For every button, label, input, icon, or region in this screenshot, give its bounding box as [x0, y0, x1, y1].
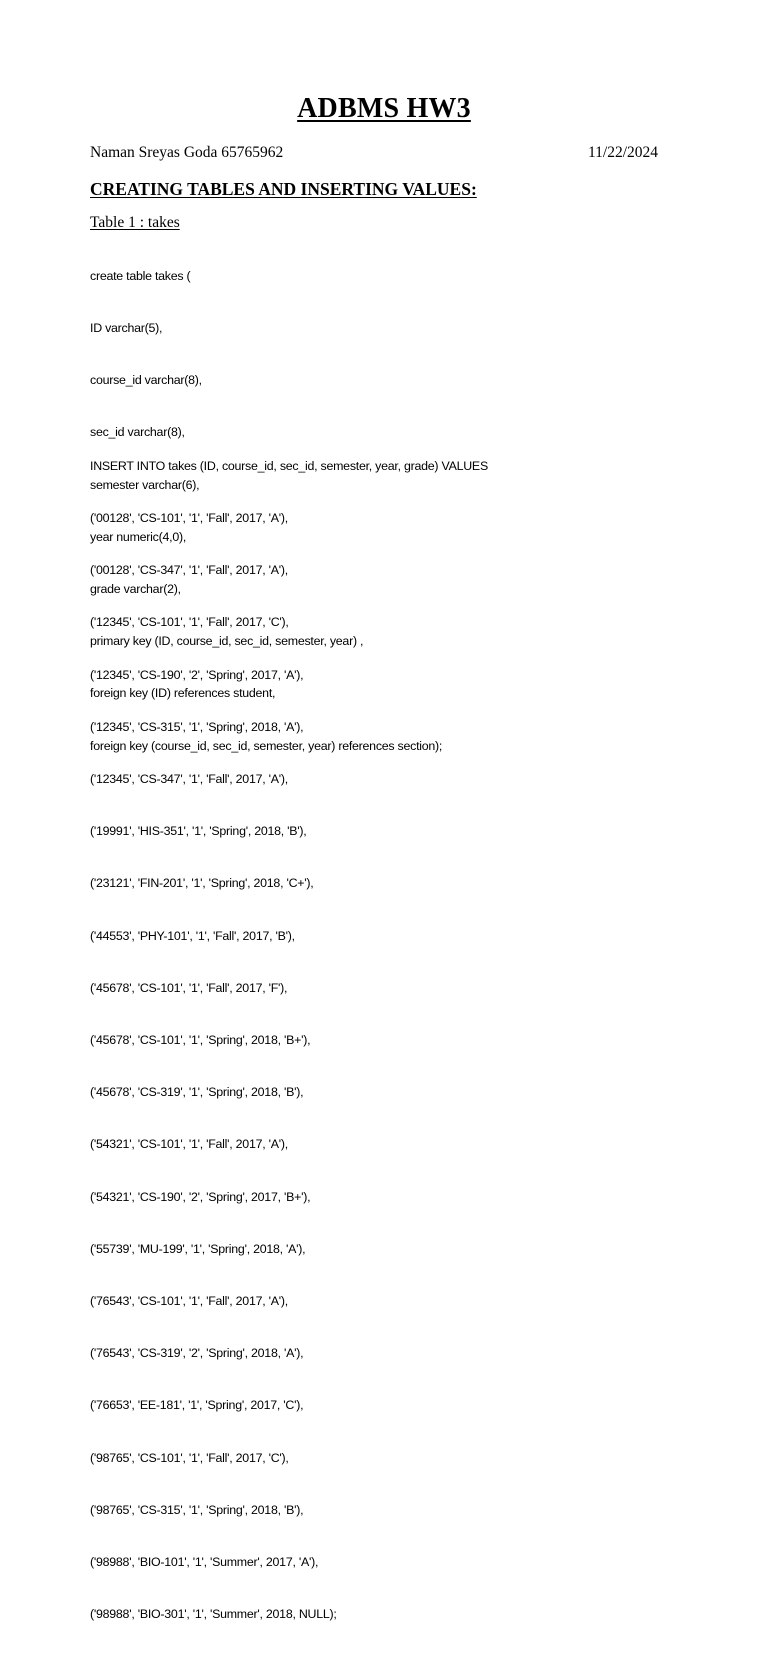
code-line: ('76543', 'CS-101', '1', 'Fall', 2017, 'A'),: [90, 1294, 288, 1309]
page-title: ADBMS HW3: [297, 93, 471, 124]
code-line: ('98988', 'BIO-101', '1', 'Summer', 2017, 'A'),: [90, 1555, 319, 1570]
code-line: grade varchar(2),: [90, 582, 181, 597]
code-line: ('12345', 'CS-190', '2', 'Spring', 2017, 'A'),: [90, 667, 304, 682]
insert-statement: [90, 423, 488, 1658]
code-line: ('12345', 'CS-347', '1', 'Fall', 2017, 'A'),: [90, 772, 288, 787]
code-line: ('54321', 'CS-101', '1', 'Fall', 2017, 'A'),: [90, 1137, 288, 1152]
code-line: ('12345', 'CS-101', '1', 'Fall', 2017, 'C'),: [90, 615, 289, 630]
code-line: ('45678', 'CS-101', '1', 'Spring', 2018, 'B+'),: [90, 1033, 311, 1048]
section-heading: CREATING TABLES AND INSERTING VALUES:: [90, 179, 477, 199]
date-line: 11/22/2024: [588, 144, 659, 161]
code-line: ('00128', 'CS-347', '1', 'Fall', 2017, 'A'),: [90, 563, 288, 578]
code-line: ('54321', 'CS-190', '2', 'Spring', 2017, 'B+'),: [90, 1189, 311, 1204]
author-line: Naman Sreyas Goda 65765962: [90, 144, 284, 161]
code-line: ('19991', 'HIS-351', '1', 'Spring', 2018, 'B'),: [90, 824, 307, 839]
code-line: course_id varchar(8),: [90, 373, 202, 388]
table-label: Table 1 : takes: [90, 214, 180, 231]
code-line: foreign key (course_id, sec_id, semester, year) references section);: [90, 738, 443, 753]
code-line: ('45678', 'CS-319', '1', 'Spring', 2018, 'B'),: [90, 1085, 304, 1100]
code-line: ('12345', 'CS-315', '1', 'Spring', 2018, 'A'),: [90, 719, 304, 734]
code-line: ('23121', 'FIN-201', '1', 'Spring', 2018, 'C+'),: [90, 876, 314, 891]
code-line: ('44553', 'PHY-101', '1', 'Fall', 2017, 'B'),: [90, 928, 295, 943]
code-line: create table takes (: [90, 268, 191, 283]
code-line: primary key (ID, course_id, sec_id, semester, year) ,: [90, 634, 364, 649]
code-line: ('98988', 'BIO-301', '1', 'Summer', 2018, NULL);: [90, 1607, 337, 1622]
code-line: foreign key (ID) references student,: [90, 686, 276, 701]
code-line: ('98765', 'CS-101', '1', 'Fall', 2017, 'C'),: [90, 1450, 289, 1465]
code-line: ('76653', 'EE-181', '1', 'Spring', 2017, 'C'),: [90, 1398, 304, 1413]
code-line: ('45678', 'CS-101', '1', 'Fall', 2017, 'F'),: [90, 980, 288, 995]
code-line: ('98765', 'CS-315', '1', 'Spring', 2018, 'B'),: [90, 1502, 304, 1517]
code-line: INSERT INTO takes (ID, course_id, sec_id, semester, year, grade) VALUES: [90, 458, 488, 473]
code-line: ('00128', 'CS-101', '1', 'Fall', 2017, 'A'),: [90, 511, 288, 526]
code-line: year numeric(4,0),: [90, 529, 187, 544]
code-line: ID varchar(5),: [90, 321, 163, 336]
code-line: sec_id varchar(8),: [90, 425, 185, 440]
code-line: ('76543', 'CS-319', '2', 'Spring', 2018, 'A'),: [90, 1346, 304, 1361]
code-line: ('55739', 'MU-199', '1', 'Spring', 2018, 'A'),: [90, 1241, 306, 1256]
code-line: semester varchar(6),: [90, 477, 200, 492]
